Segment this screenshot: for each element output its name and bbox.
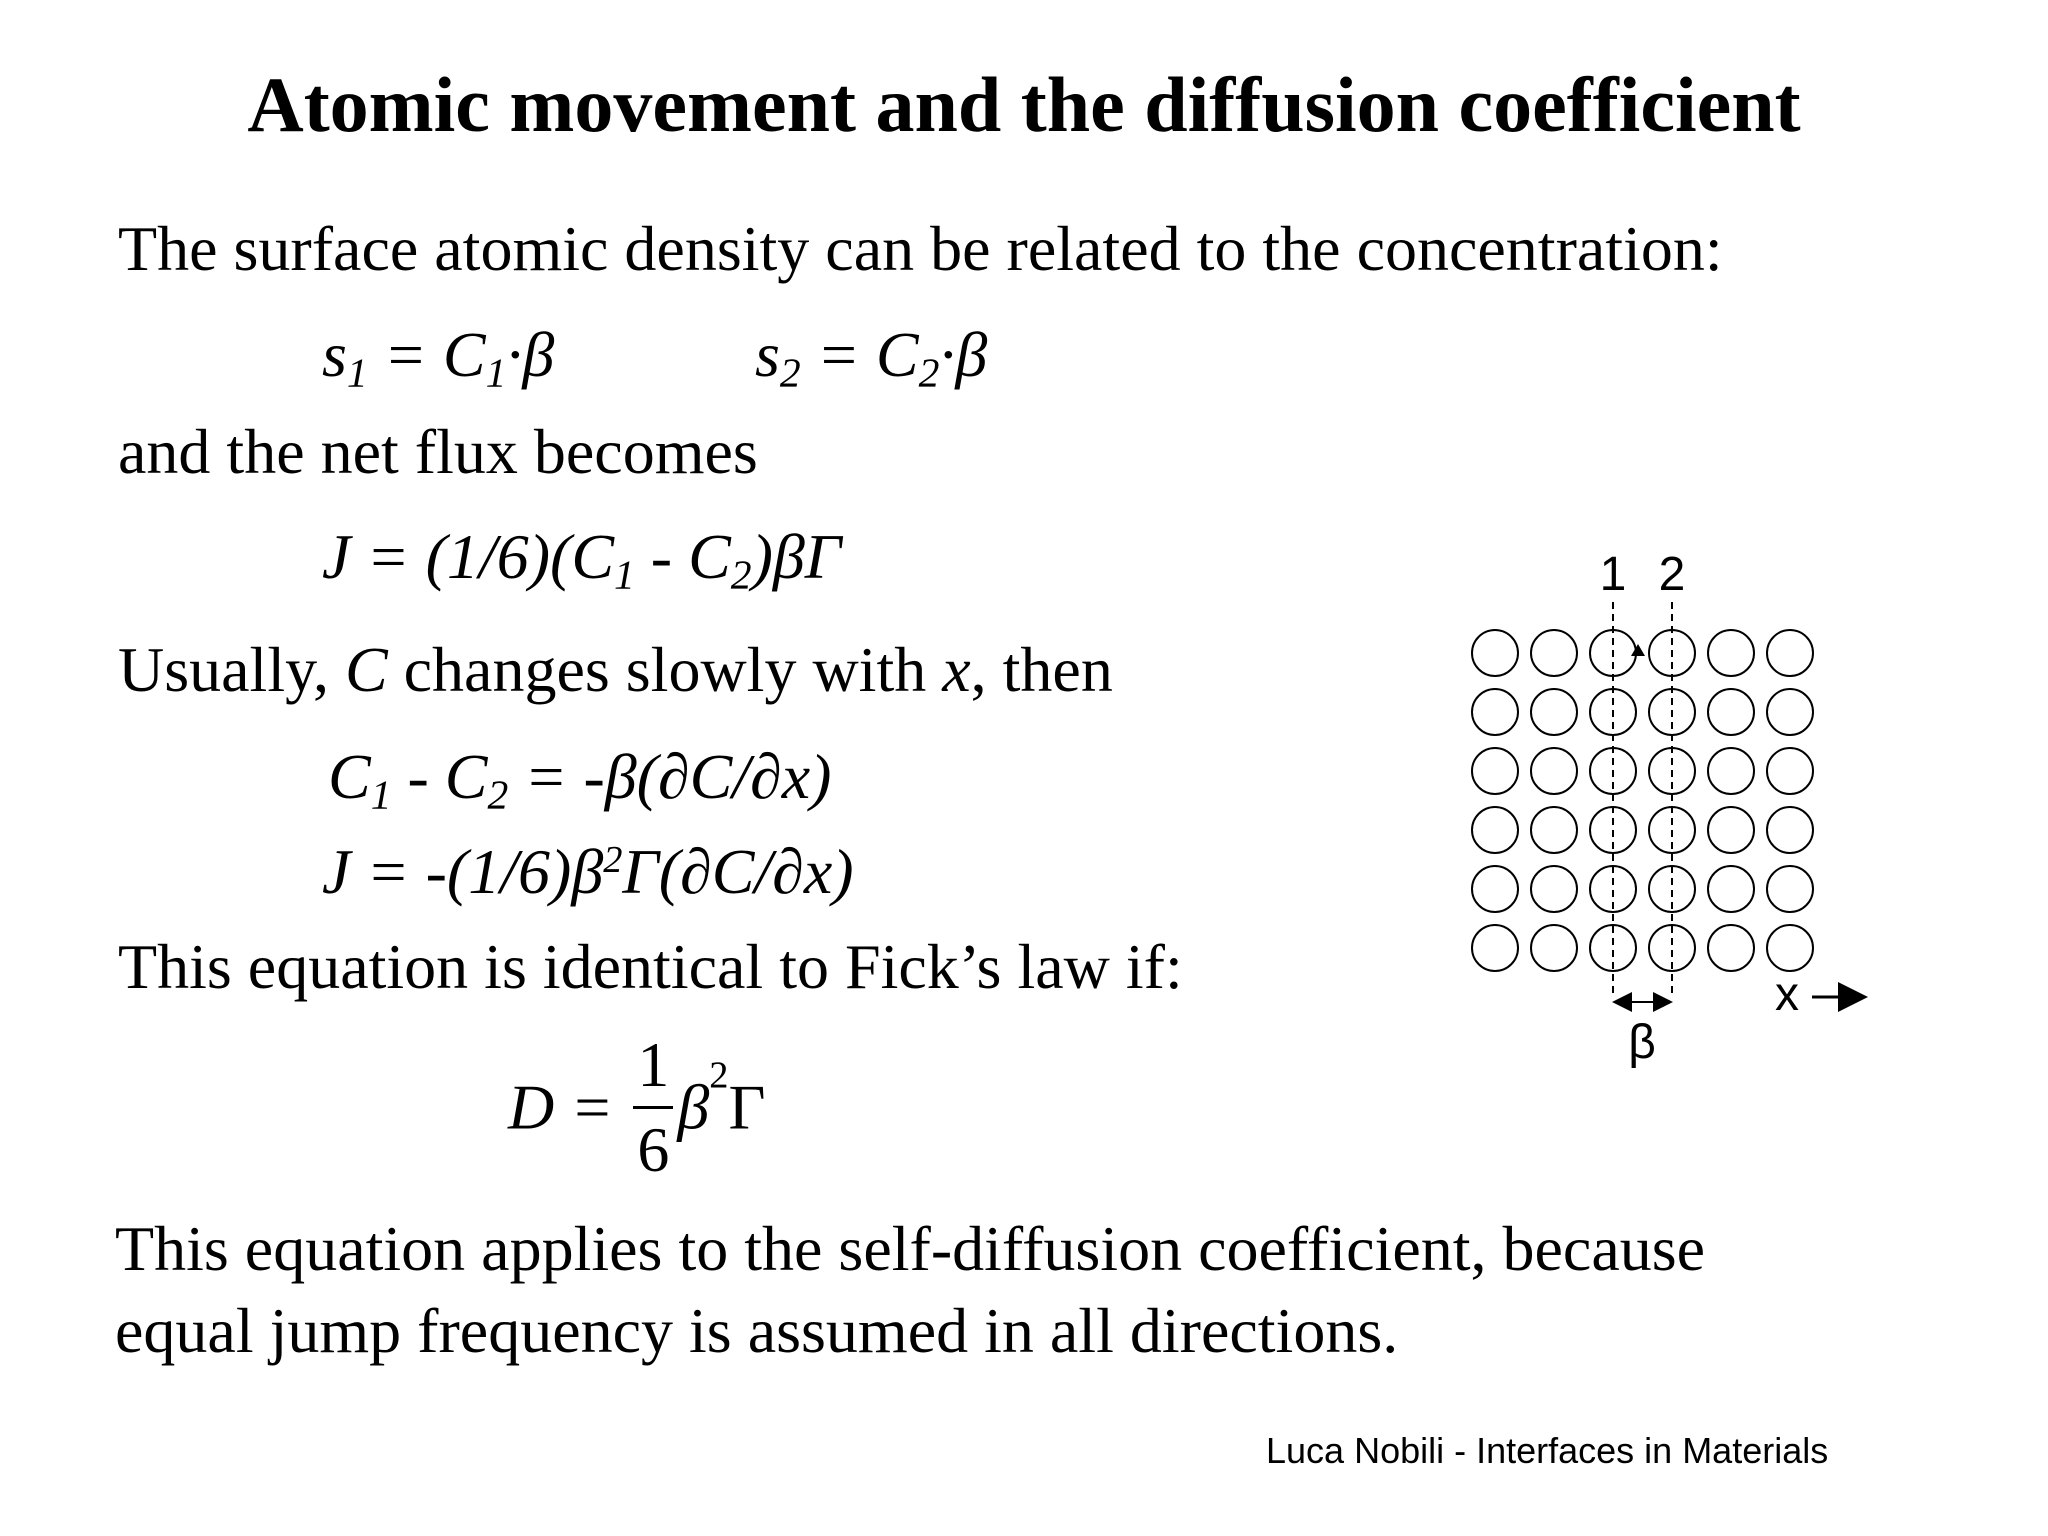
footer-credit: Luca Nobili - Interfaces in Materials [1266, 1430, 1829, 1471]
equation-diffusion-coefficient: D = $\frac{1}{6}$ $\beta^2\Gamma$ [508, 1029, 766, 1185]
atom-circle [1472, 630, 1518, 676]
beta-label: β [1628, 1016, 1656, 1069]
x-axis-label: x [1775, 968, 1799, 1021]
atom-circle [1472, 689, 1518, 735]
paragraph-fick: This equation is identical to Fick’s law if: [118, 931, 1183, 1002]
atom-circle [1767, 689, 1813, 735]
atom-circle [1472, 807, 1518, 853]
paragraph-self-diffusion-line2: equal jump frequency is assumed in all directions. [115, 1295, 1399, 1366]
atom-circle [1767, 925, 1813, 971]
equation-s1: $s_1 = C_1\cdot\beta$ [322, 319, 555, 396]
atom-circle [1531, 807, 1577, 853]
atom-circle [1472, 866, 1518, 912]
paragraph-slowly: Usually, C changes slowly with x, then [118, 634, 1113, 705]
atom-grid [1472, 630, 1813, 971]
atom-circle [1531, 925, 1577, 971]
atom-circle [1531, 630, 1577, 676]
atom-circle [1708, 630, 1754, 676]
atom-circle [1708, 689, 1754, 735]
lattice-diagram [1450, 540, 1910, 1100]
plane-2-label: 2 [1658, 548, 1686, 601]
atom-circle [1767, 866, 1813, 912]
equation-flux-gradient: $J = -(1/6)\beta^2\Gamma(\partial C/\partial x)$ [322, 836, 854, 907]
paragraph-net-flux: and the net flux becomes [118, 416, 758, 487]
atom-circle [1531, 748, 1577, 794]
atom-circle [1767, 748, 1813, 794]
atom-circle [1767, 630, 1813, 676]
atom-circle [1708, 807, 1754, 853]
atom-circle [1472, 925, 1518, 971]
plane-1-label: 1 [1599, 548, 1627, 601]
atom-circle [1472, 748, 1518, 794]
atom-circle [1708, 748, 1754, 794]
paragraph-self-diffusion-line1: This equation applies to the self-diffusion coefficient, because [115, 1213, 1706, 1284]
atom-circle [1708, 866, 1754, 912]
atom-circle [1531, 866, 1577, 912]
atom-circle [1708, 925, 1754, 971]
equation-s2: $s_2 = C_2\cdot\beta$ [755, 319, 988, 396]
paragraph-density: The surface atomic density can be related to the concentration: [118, 213, 1723, 284]
equation-flux: $J = (1/6)(C_1 - C_2)\beta\Gamma$ [322, 521, 842, 598]
slide-title: Atomic movement and the diffusion coefficient [247, 61, 1801, 148]
atom-circle [1531, 689, 1577, 735]
atom-circle [1767, 807, 1813, 853]
equation-concentration-difference: $C_1 - C_2 = -\beta(\partial C/\partial x)$ [328, 741, 832, 818]
